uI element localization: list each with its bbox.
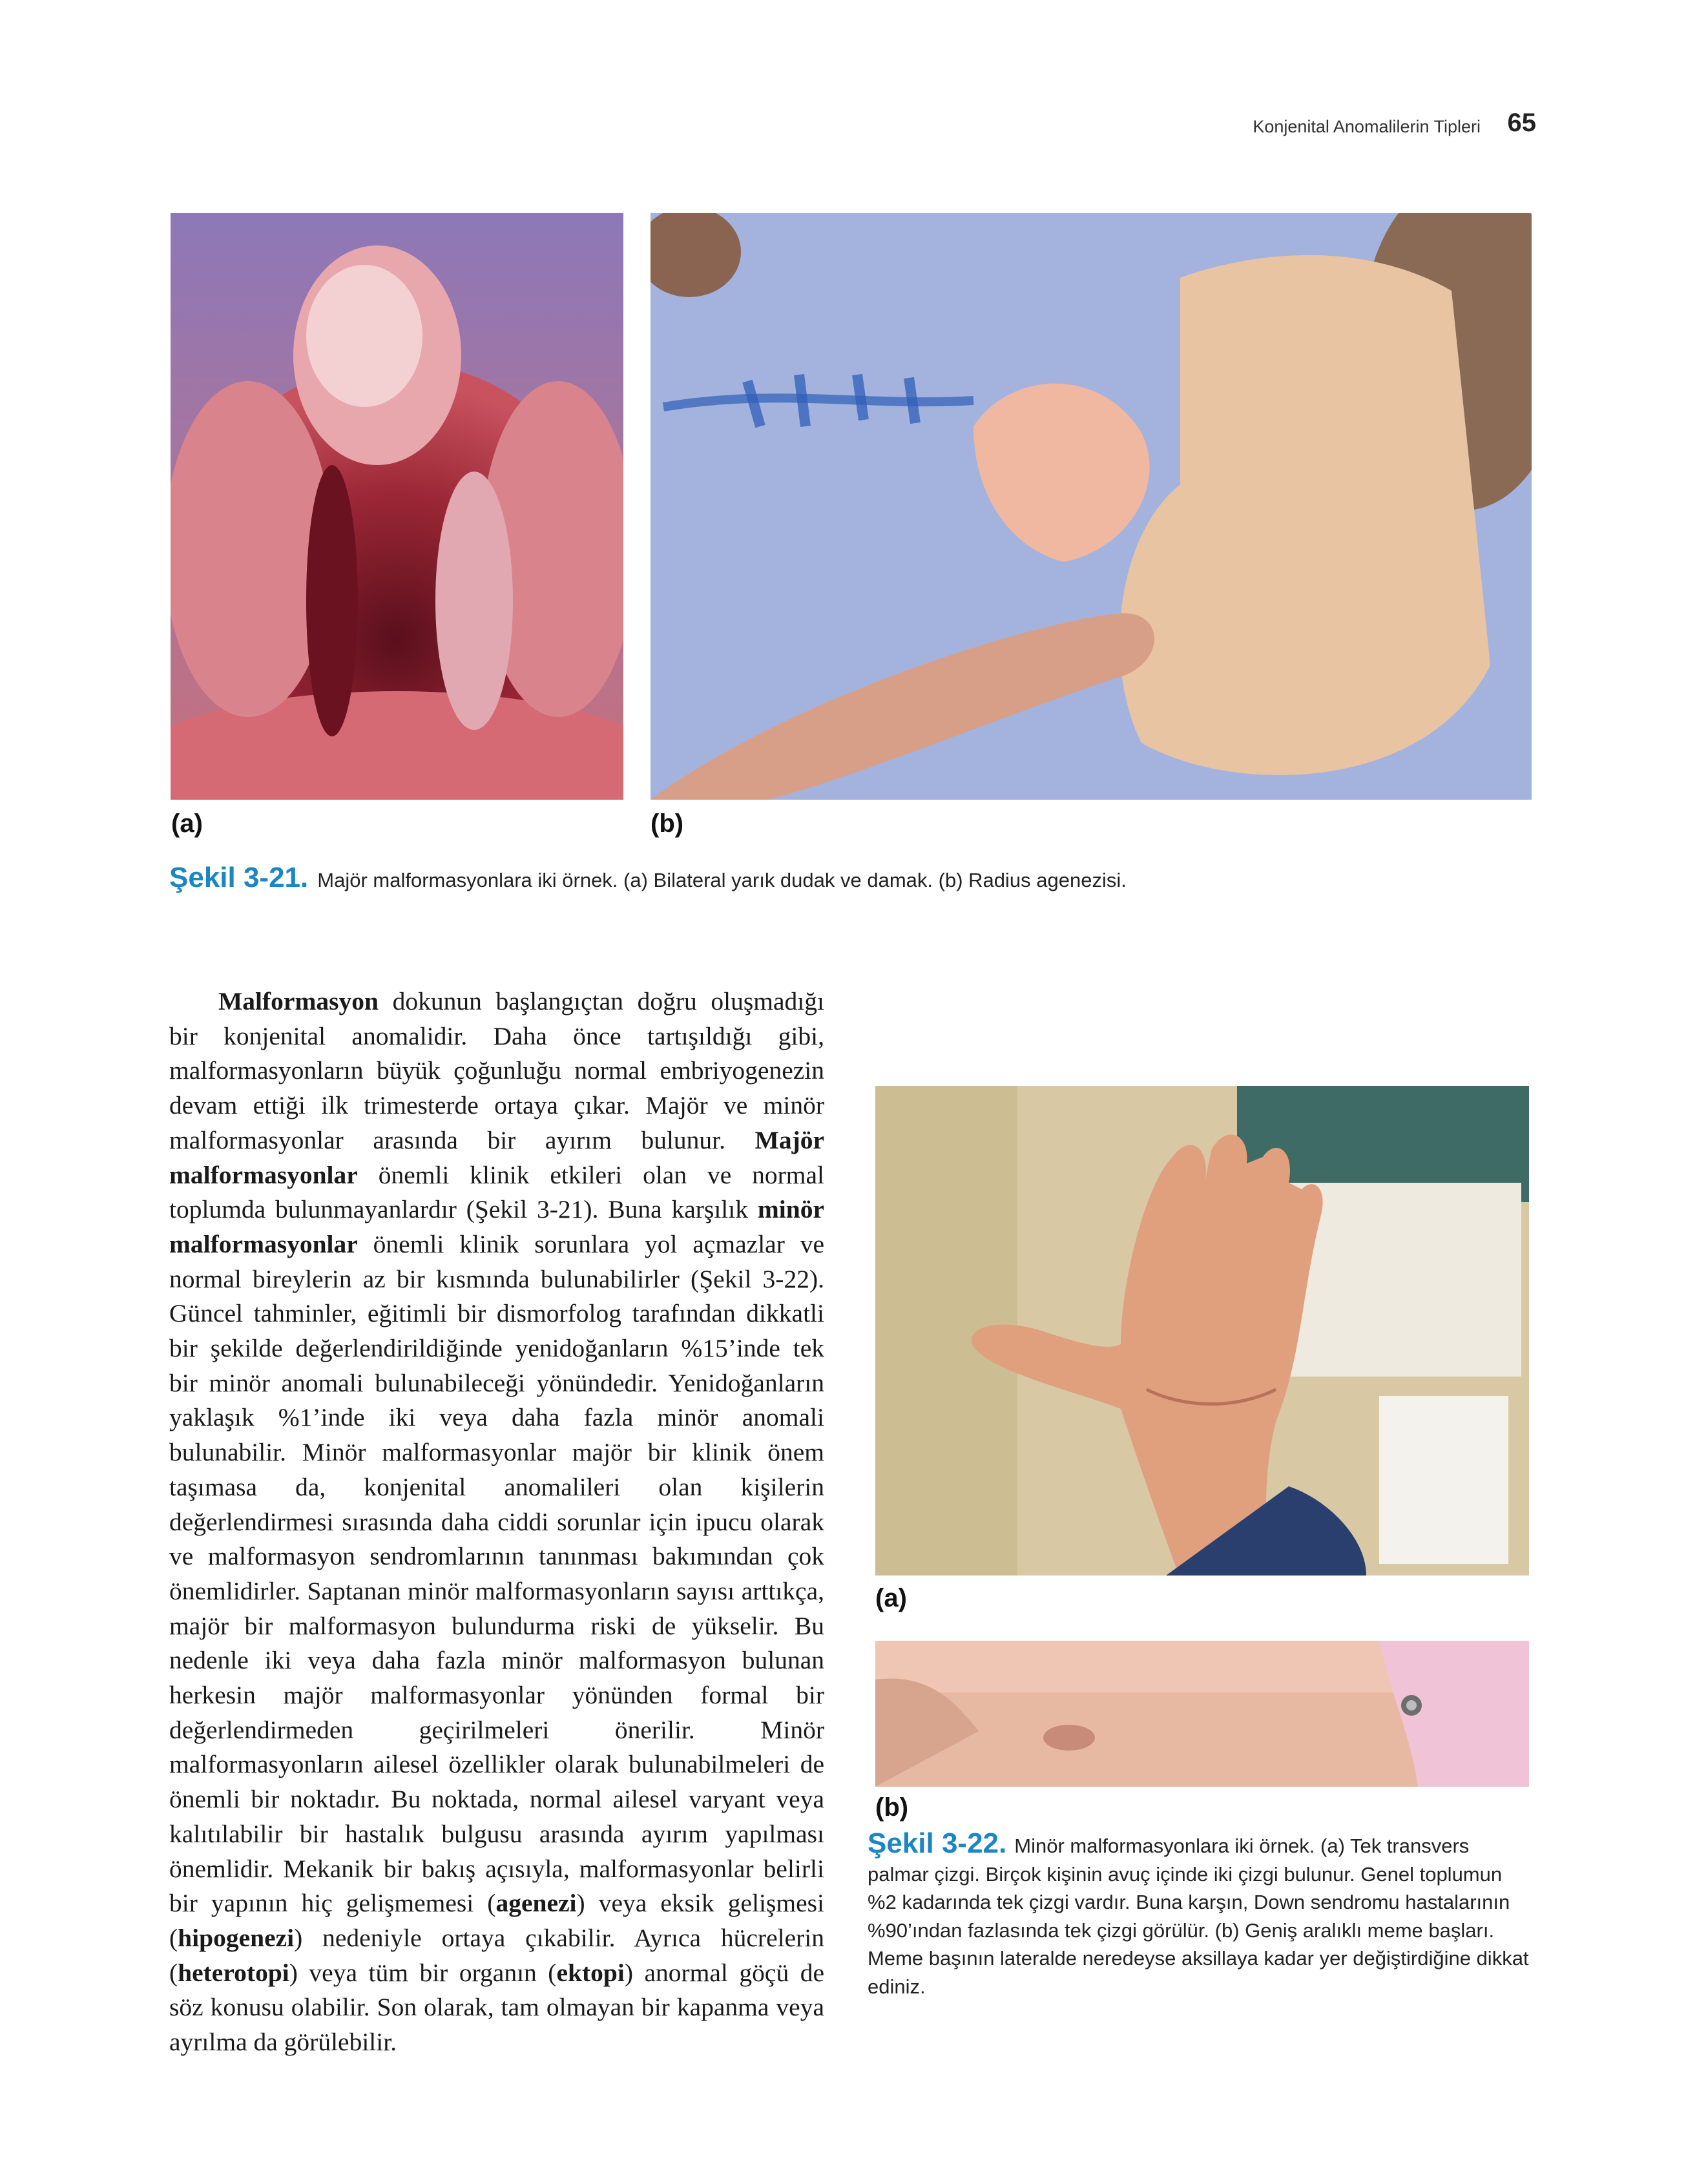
body-text-span: önemli klinik sorunlara yol açmazlar ve normal bireylerin az bir kısmında bulunabilirler (Şekil 3-22). Güncel tahminler, eğitimli bir dismorfolog tarafından dikkatli bir şekilde değerlendirildiğinde yenidoğanların %15’inde tek bir minör anomali bulunabileceği yönündedir. Yenidoğanların yaklaşık %1’inde iki veya daha fazla minör anomali bulunabilir. Minör malformasyonlar majör bir klinik önem taşımasa da, konjenital anomalileri olan kişilerin değerlendirmesi sırasında daha ciddi sorunlar için ipucu olarak ve malformasyon sendromlarının tanınması bakımından çok önemlidirler. Saptanan minör malformasyonların sayısı arttıkça, majör bir malformasyon bulundurma riski de yükselir. Bu nedenle iki veya daha fazla minör malformasyon bulunan herkesin majör malformasyonlar yönünden formal bir değerlendirmeden geçirilmeleri önerilir. Minör malformasyonların ailesel özellikler olarak bulunabilmeleri de önemli bir noktadır. Bu noktada, normal ailesel varyant veya kalıtılabilir bir hastalık bulgusu arasında ayırım yapılması önemlidir. Mekanik bir bakış açısıyla, malformasyonlar belirli bir yapının hiç gelişmemesi ( (169, 1229, 824, 1918)
figure-3-21-panel-a-label: (a) (171, 809, 203, 838)
term-heterotopi: heterotopi (178, 1958, 289, 1987)
running-title: Konjenital Anomalilerin Tipleri (1253, 117, 1481, 136)
figure-3-21-panel-b-label: (b) (650, 809, 684, 838)
term-hipogenezi: hipogenezi (178, 1923, 295, 1952)
body-text-span: dokunun başlangıçtan doğru oluşmadığı bir konjenital anomalidir. Daha önce tartışıldığı gibi, malformasyonların büyük çoğunluğu normal embriyogenezin devam ettiği ilk trimesterde ortaya çıkar. Majör ve minör malformasyonlar arasında bir ayırım bulunur. (169, 987, 824, 1154)
figure-3-22-caption-text: Minör malformasyonlara iki örnek. (a) Tek transvers palmar çizgi. Birçok kişinin avuç içinde iki çizgi bulunur. Genel toplumun %2 kadarında tek çizgi vardır. Buna karşın, Down sendromu hastalarının %90’ından fazlasında tek çizgi görülür. (b) Geniş aralıklı meme başları. Meme başının lateralde neredeyse aksillaya kadar yer değiştirdiğine dikkat ediniz. (868, 1835, 1529, 1998)
page-number: 65 (1507, 109, 1536, 137)
figure-3-22-panel-b-label: (b) (875, 1793, 909, 1822)
figure-3-22-label: Şekil 3-22. (868, 1827, 1007, 1859)
term-minor-malformasyonlar: minör malformasyonlar (169, 1195, 824, 1258)
figure-3-22b-photo (875, 1641, 1529, 1787)
term-ektopi: ektopi (556, 1958, 625, 1987)
body-text-span: önemli klinik etkileri olan ve normal toplumda bulunmayanlardır (Şekil 3-21). Buna karşılık (169, 1160, 824, 1224)
figure-3-21-caption (169, 862, 1526, 894)
figure-3-22-panel-a-label: (a) (875, 1584, 907, 1612)
figure-3-21a-photo (171, 213, 623, 800)
body-text-span: ) nedeniyle ortaya çıkabilir. Ayrıca hücrelerin ( (169, 1923, 824, 1987)
body-text-span: ) anormal göçü de söz konusu olabilir. Son olarak, tam olmayan bir kapanma veya ayrılma da görülebilir. (169, 1958, 824, 2057)
figure-3-21-caption-text: Majör malformasyonlara iki örnek. (a) Bilateral yarık dudak ve damak. (b) Radius agenezisi. (317, 869, 1127, 891)
term-major-malformasyonlar: Majör malformasyonlar (169, 1125, 824, 1189)
figure-3-22a-photo (875, 1086, 1529, 1576)
term-agenezi: agenezi (495, 1889, 577, 1918)
body-text-span: ) veya tüm bir organın ( (289, 1958, 557, 1987)
term-malformasyon: Malformasyon (218, 987, 379, 1015)
figure-3-21-label: Şekil 3-21. (169, 862, 309, 893)
body-text-span: ) veya eksik gelişmesi ( (169, 1889, 824, 1952)
figure-3-22-caption (868, 1829, 1534, 2001)
body-paragraph (169, 984, 824, 2060)
figure-3-21b-photo (650, 213, 1532, 800)
